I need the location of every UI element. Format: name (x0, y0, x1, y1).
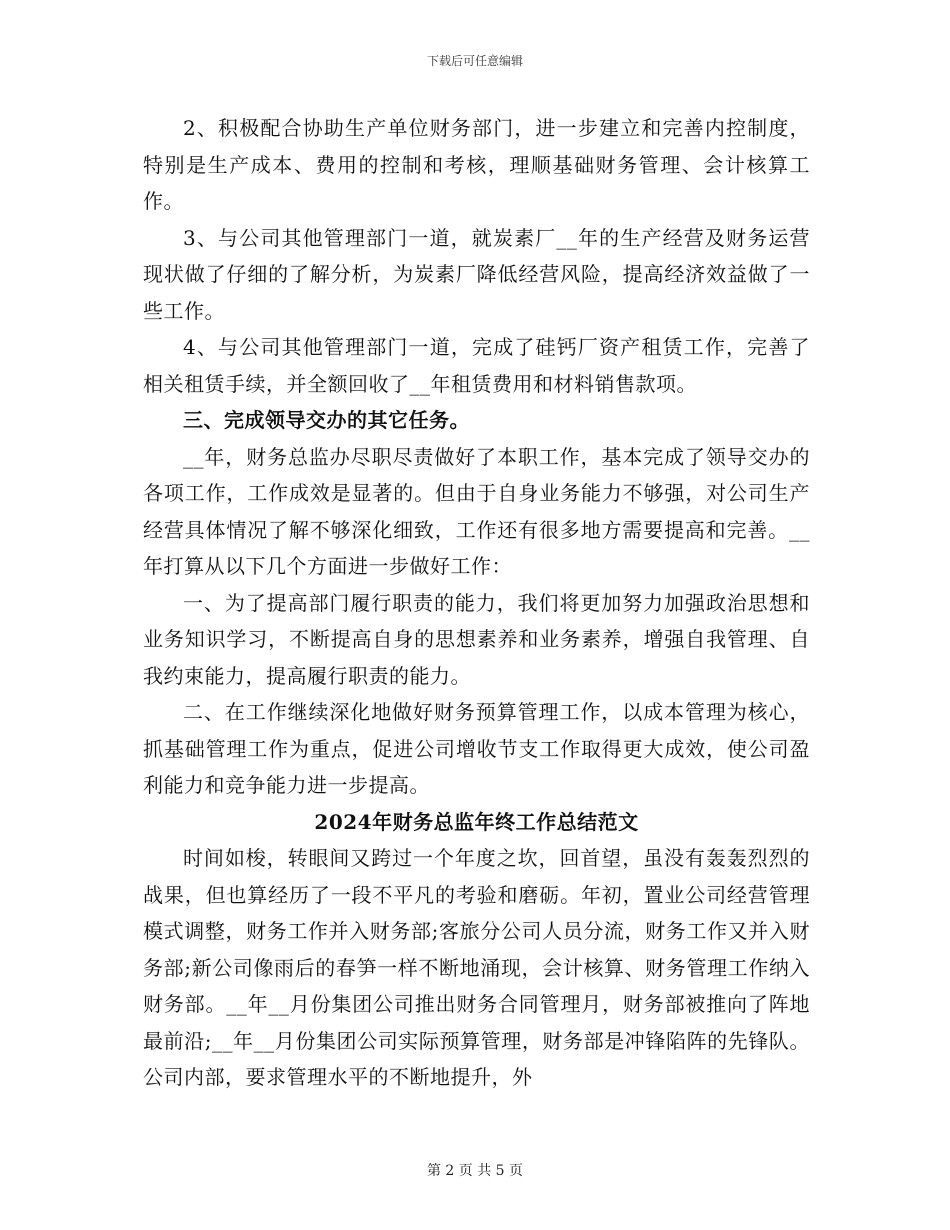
page-header: 下载后可任意编辑 (426, 54, 523, 68)
paragraph-plan-2: 二、在工作继续深化地做好财务预算管理工作，以成本管理为核心，抓基础管理工作为重点，促进公司增收节支工作取得更大成效，使公司盈利能力和竞争能力进一步提高。 (143, 700, 810, 797)
document-body (143, 110, 810, 1096)
paragraph-item-3: 3、与公司其他管理部门一道，就炭素厂__年的生产经营及财务运营现状做了仔细的了解分析，为炭素厂降低经营风险，提高经济效益做了一些工作。 (143, 225, 810, 323)
page-footer: 第 2 页 共 5 页 (426, 1163, 524, 1179)
paragraph-item-2: 2、积极配合协助生产单位财务部门，进一步建立和完善内控制度，特别是生产成本、费用的控制和考核，理顺基础财务管理、会计核算工作。 (143, 116, 810, 213)
paragraph-summary: __年，财务总监办尽职尽责做好了本职工作，基本完成了领导交办的各项工作，工作成效是显著的。但由于自身业务能力不够强，对公司生产经营具体情况了解不够深化细致，工作还有很多地方需要提高和完善。__年打算从以下几个方面进一步做好工作： (143, 444, 810, 578)
paragraph-item-4: 4、与公司其他管理部门一道，完成了硅钙厂资产租赁工作，完善了相关租赁手续，并全额回收了__年租赁费用和材料销售款项。 (143, 335, 810, 396)
article-title: 2024年财务总监年终工作总结范文 (314, 809, 639, 834)
paragraph-plan-1: 一、为了提高部门履行职责的能力，我们将更加努力加强政治思想和业务知识学习，不断提高自身的思想素养和业务素养，增强自我管理、自我约束能力，提高履行职责的能力。 (143, 590, 810, 688)
paragraph-intro: 时间如梭，转眼间又跨过一个年度之坎，回首望，虽没有轰轰烈烈的战果，但也算经历了一段不平凡的考验和磨砺。年初，置业公司经营管理模式调整，财务工作并入财务部;客旅分公司人员分流，财务工作又并入财务部;新公司像雨后的春笋一样不断地涌现，会计核算、财务管理工作纳入财务部。__年__月份集团公司推出财务合同管理月，财务部被推向了阵地最前沿;__年__月份集团公司实际预算管理，财务部是冲锋陷阵的先锋队。公司内部，要求管理水平的不断地提升，外 (143, 846, 810, 1089)
section-heading: 三、完成领导交办的其它任务。 (183, 408, 470, 432)
